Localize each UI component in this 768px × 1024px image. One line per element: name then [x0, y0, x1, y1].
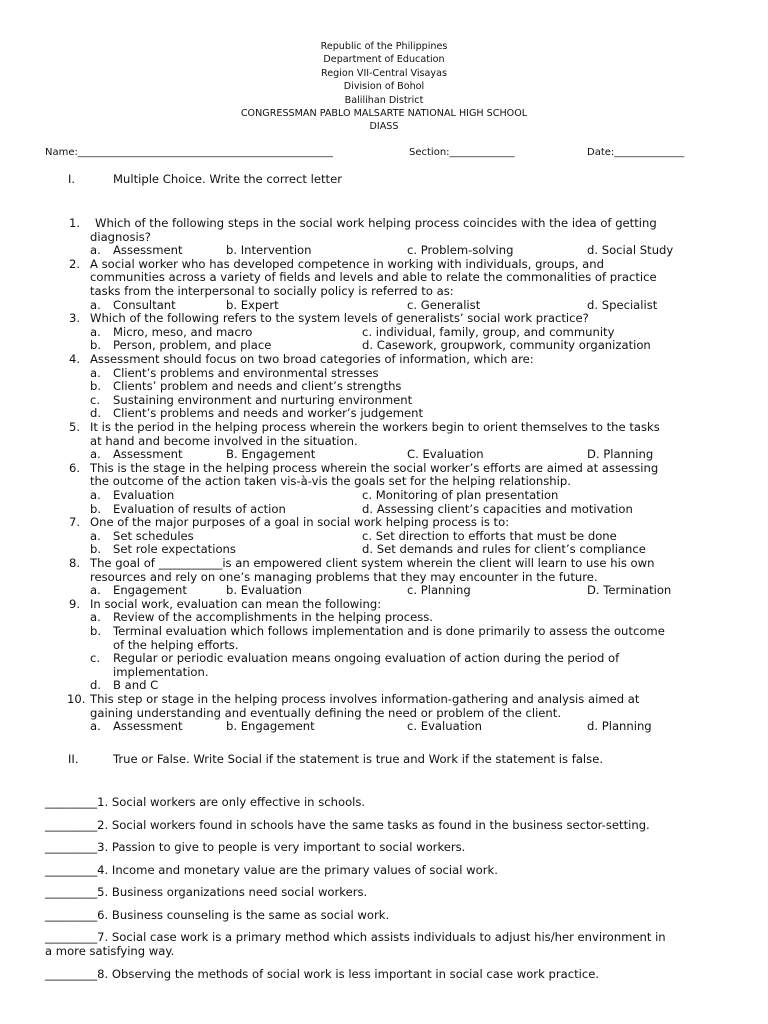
option: d. Planning: [587, 719, 652, 734]
option: d. Assessing client’s capacities and motivation: [362, 501, 633, 516]
option-letter: a.: [90, 719, 101, 734]
question-number: 9.: [69, 596, 81, 611]
question-text: A social worker who has developed competence in working with individuals, groups, and: [90, 256, 604, 271]
option: c. Evaluation: [407, 719, 482, 734]
question-text: Assessment should focus on two broad categories of information, which are:: [90, 352, 534, 366]
part1-numeral: I.: [68, 172, 76, 186]
option: Regular or periodic evaluation means ongoing evaluation of action during the period of: [113, 651, 620, 666]
true-false-item[interactable]: _________8. Observing the methods of social work is less important in social case work practice.: [45, 966, 600, 981]
option: C. Evaluation: [407, 447, 484, 462]
question-number: 2.: [69, 256, 81, 271]
question-text: tasks from the interpersonal to socially policy is referred to as:: [90, 284, 454, 298]
question-text: the outcome of the action taken vis-à-vis the goals set for the helping relationship.: [90, 474, 571, 489]
part2-numeral: II.: [68, 752, 79, 766]
question-text: One of the major purposes of a goal in social work helping process is to:: [90, 515, 510, 530]
header-line: Republic of the Philippines: [320, 41, 448, 52]
option: d. Casework, groupwork, community organization: [362, 338, 651, 353]
option: b. Engagement: [226, 719, 315, 734]
question-text: resources and rely on one’s managing problems that they may encounter in the future.: [90, 569, 598, 584]
option: D. Planning: [587, 447, 654, 462]
header-line: Division of Bohol: [343, 81, 425, 93]
option: Person, problem, and place: [113, 338, 272, 353]
true-false-item[interactable]: _________3. Passion to give to people is very important to social workers.: [45, 840, 466, 854]
question-number: 8.: [69, 556, 81, 570]
option-letter: a.: [90, 583, 101, 598]
option: c. individual, family, group, and community: [362, 324, 615, 339]
question-text: This is the stage in the helping process wherein the social worker’s efforts are aimed at assessing: [90, 460, 659, 475]
question-text: Which of the following steps in the social work helping process coincides with the idea of getting: [95, 216, 657, 230]
part2-instruction: True or False. Write Social if the statement is true and Work if the statement is false.: [113, 752, 604, 766]
option-letter: b.: [90, 379, 102, 394]
question-number: 4.: [69, 352, 81, 366]
option: D. Termination: [587, 583, 672, 598]
option: b. Expert: [226, 297, 279, 312]
option: B and C: [113, 678, 159, 693]
option: d. Set demands and rules for client’s compliance: [362, 542, 646, 557]
name-field[interactable]: Name:___________________________________________________: [45, 147, 333, 158]
option: Client’s problems and needs and worker’s judgement: [113, 406, 424, 421]
subject-name: DIASS: [369, 121, 399, 133]
question-text: communities across a variety of fields and levels and able to relate the commonalities of practice: [90, 270, 657, 285]
option-letter: b.: [90, 542, 102, 557]
option-letter: a.: [90, 365, 101, 380]
header-line: Department of Education: [323, 54, 445, 66]
school-name: CONGRESSMAN PABLO MALSARTE NATIONAL HIGH SCHOOL: [240, 108, 528, 120]
option-letter: b.: [90, 501, 102, 516]
true-false-item[interactable]: _________4. Income and monetary value are the primary values of social work.: [45, 862, 498, 877]
option: Assessment: [113, 719, 183, 734]
option: Assessment: [113, 243, 183, 258]
option: Review of the accomplishments in the helping process.: [113, 610, 433, 625]
option: Client’s problems and environmental stresses: [113, 365, 379, 380]
option: B. Engagement: [226, 447, 316, 462]
option: Terminal evaluation which follows implementation and is done primarily to assess the outcome: [113, 624, 665, 638]
option: implementation.: [113, 664, 209, 679]
true-false-item[interactable]: _________1. Social workers are only effective in schools.: [45, 795, 366, 809]
option: Set role expectations: [113, 542, 236, 557]
option: Set schedules: [113, 528, 194, 543]
option-letter: a.: [90, 324, 101, 339]
true-false-item[interactable]: _________2. Social workers found in schools have the same tasks as found in the business sector-setting.: [45, 817, 650, 832]
option-letter: a.: [90, 528, 101, 543]
true-false-item: a more satisfying way.: [45, 944, 175, 958]
option: c. Planning: [407, 583, 471, 598]
option: c. Generalist: [407, 297, 481, 312]
option: d. Specialist: [587, 297, 658, 312]
option-letter: a.: [90, 297, 101, 312]
question-number: 1.: [69, 216, 81, 230]
question-text: gaining understanding and eventually defining the need or problem of the client.: [90, 705, 562, 720]
option-letter: c.: [90, 651, 101, 666]
option-letter: a.: [90, 447, 101, 462]
header-line: Balilihan District: [344, 94, 424, 106]
option-letter: d.: [90, 406, 102, 421]
date-field[interactable]: Date:______________: [587, 147, 685, 158]
true-false-item[interactable]: _________6. Business counseling is the same as social work.: [45, 907, 390, 922]
question-number: 7.: [69, 515, 81, 530]
true-false-item[interactable]: _________7. Social case work is a primary method which assists individuals to adjust his/her environment in: [45, 930, 666, 944]
part1-instruction: Multiple Choice. Write the correct letter: [113, 172, 343, 186]
question-text: The goal of ___________is an empowered client system wherein the client will learn to use his own: [90, 556, 655, 570]
option: Evaluation of results of action: [113, 501, 286, 516]
question-number: 6.: [69, 460, 81, 475]
option-letter: b.: [90, 338, 102, 353]
document-header: [0, 40, 768, 134]
option-letter: a.: [90, 488, 101, 502]
section-field[interactable]: Section:_____________: [409, 147, 515, 158]
option: c. Monitoring of plan presentation: [362, 488, 559, 502]
option: b. Evaluation: [226, 583, 302, 598]
option: Sustaining environment and nurturing environment: [113, 392, 413, 407]
true-false-item[interactable]: _________5. Business organizations need social workers.: [45, 885, 368, 899]
question-text: In social work, evaluation can mean the following:: [90, 596, 382, 611]
option: Clients’ problem and needs and client’s strengths: [113, 379, 402, 394]
option: d. Social Study: [587, 243, 674, 258]
option: Assessment: [113, 447, 183, 462]
option: c. Problem-solving: [407, 243, 514, 258]
option: Engagement: [113, 583, 187, 598]
option: Evaluation: [113, 488, 175, 502]
option: b. Intervention: [226, 243, 312, 258]
option: of the helping efforts.: [113, 637, 239, 652]
question-text: This step or stage in the helping process involves information-gathering and analysis aimed at: [90, 692, 640, 706]
question-text: diagnosis?: [90, 229, 151, 244]
question-text: Which of the following refers to the system levels of generalists’ social work practice?: [90, 311, 589, 326]
option-letter: c.: [90, 392, 101, 407]
question-number: 10.: [67, 692, 86, 706]
option-letter: b.: [90, 624, 102, 638]
option-letter: d.: [90, 678, 102, 693]
header-line: Region VII-Central Visayas: [320, 67, 447, 79]
question-text: It is the period in the helping process wherein the workers begin to orient themselves to the tasks: [90, 420, 660, 434]
option-letter: a.: [90, 610, 101, 625]
question-number: 5.: [69, 420, 81, 434]
option: c. Set direction to efforts that must be done: [362, 528, 617, 543]
question-number: 3.: [69, 311, 81, 326]
option: Micro, meso, and macro: [113, 324, 253, 339]
option-letter: a.: [90, 243, 101, 258]
question-text: at hand and become involved in the situation.: [90, 433, 358, 448]
option: Consultant: [113, 297, 176, 312]
